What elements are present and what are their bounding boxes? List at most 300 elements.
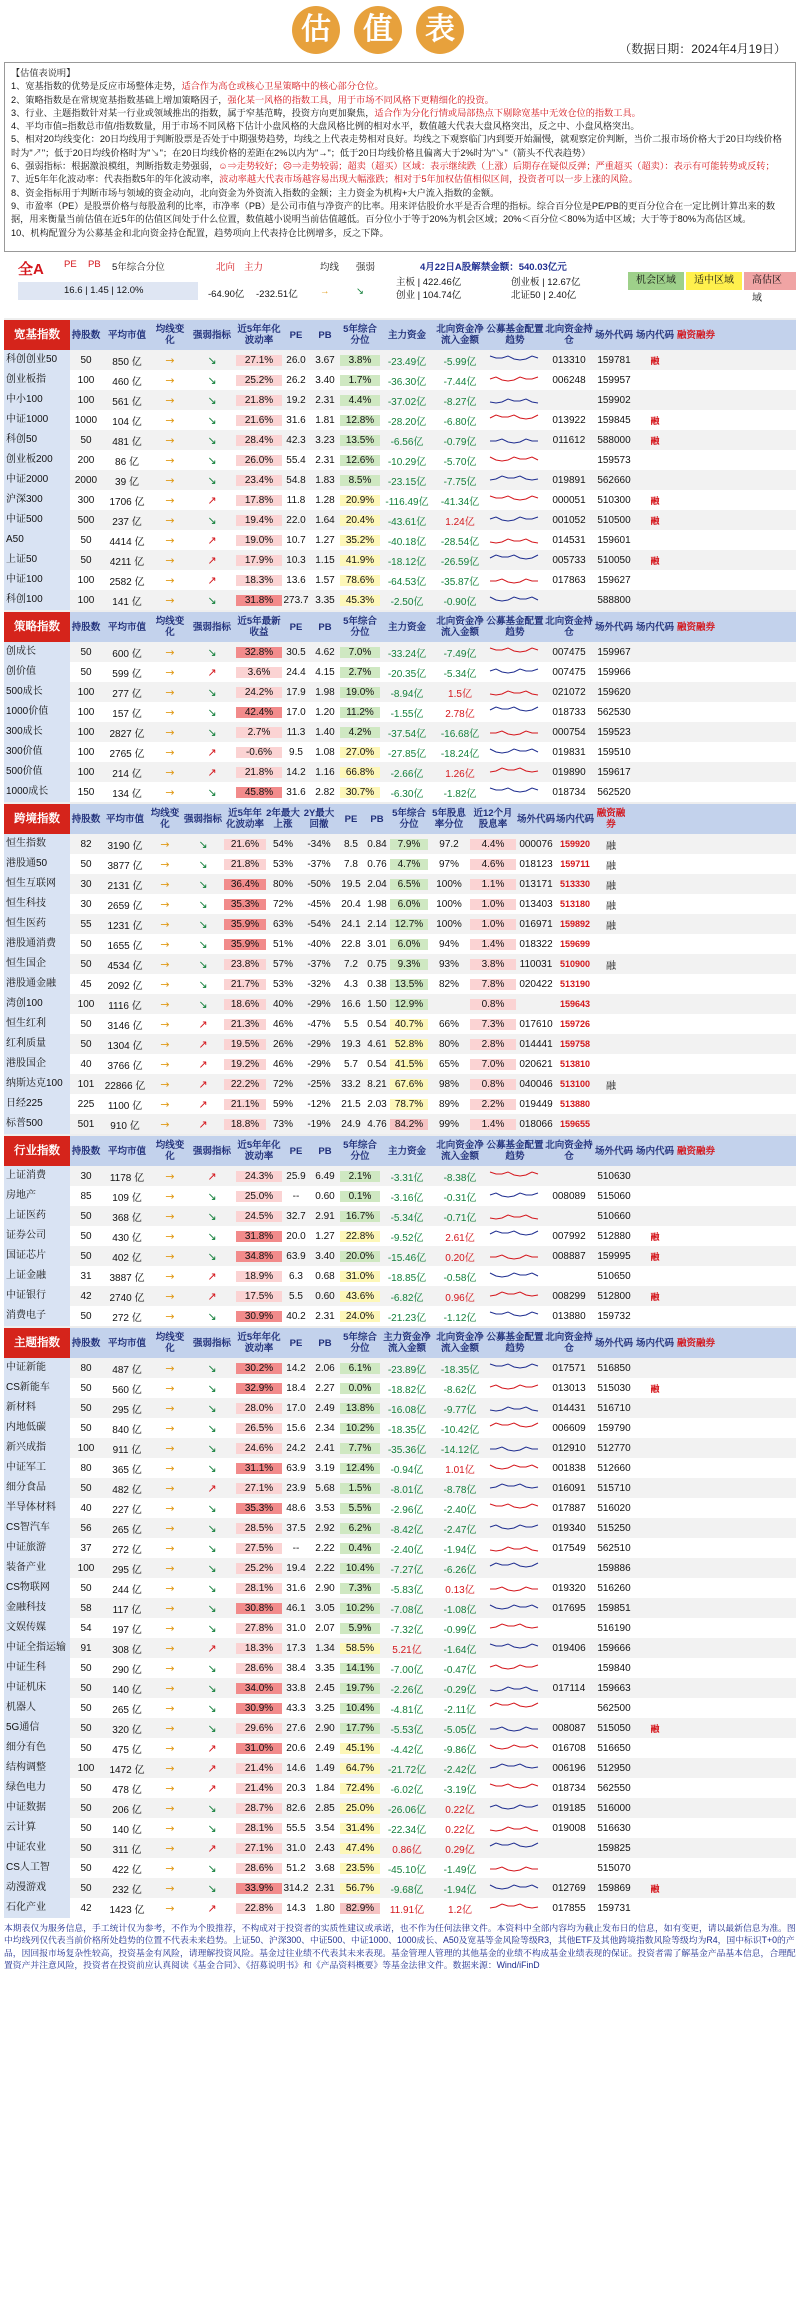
- col-header: 北向资金净流入金额: [436, 616, 484, 638]
- pe-value: 16.6: [64, 285, 83, 296]
- cell: 31: [80, 1270, 92, 1282]
- sparkline-icon: [488, 782, 542, 800]
- cell: -0.71亿: [443, 1212, 477, 1224]
- cell: -18.35亿: [387, 1424, 427, 1436]
- cell: 63.9: [286, 1250, 306, 1262]
- cell: 3.40: [315, 374, 335, 386]
- cell: 562510: [597, 1542, 631, 1554]
- cell: 20.9%: [340, 495, 380, 506]
- margin-badge: 513880: [559, 1099, 591, 1109]
- cell: 40: [80, 1502, 92, 1514]
- cell: 8.5%: [340, 475, 380, 486]
- ma-arrow-icon: →: [165, 1801, 175, 1815]
- market-label: 全A: [18, 261, 44, 278]
- sparkline-icon: [488, 1458, 542, 1476]
- cell: 27.1%: [236, 1843, 282, 1854]
- cell: 100: [77, 686, 95, 698]
- table-row: [4, 490, 796, 510]
- cell: 24.3%: [236, 1171, 282, 1182]
- cell: 50: [80, 1382, 92, 1394]
- cell: -54%: [307, 918, 331, 930]
- cell: 31.6: [286, 1582, 306, 1594]
- fund-trend-sparkline: [486, 1578, 544, 1598]
- cell: 18.8%: [224, 1119, 266, 1130]
- col-header: 5年综合分位: [343, 1140, 377, 1162]
- north-value: -64.90亿: [208, 289, 245, 300]
- cell: 1.28: [315, 494, 335, 506]
- col-header: 场外代码: [594, 329, 633, 341]
- cell: 516000: [597, 1802, 631, 1814]
- col-header: 北向资金净流入金额: [436, 1332, 484, 1354]
- table-row: [4, 1498, 796, 1518]
- cell: -8.27亿: [443, 396, 477, 408]
- col-header: 北向资金持仓: [545, 324, 593, 346]
- note-text: 6、强弱指标：根据激浪模组，判断指数走势强弱，: [11, 161, 219, 172]
- col-header: 强弱指标: [183, 813, 222, 825]
- cell: 4534 亿: [107, 960, 143, 972]
- col-header: 融资融券: [596, 808, 626, 830]
- cell: 50: [80, 1782, 92, 1794]
- ma-arrow-icon: →: [160, 937, 170, 951]
- cell: 31.8%: [236, 595, 282, 606]
- cell: 46.1: [286, 1602, 306, 1614]
- table-row: [4, 1034, 796, 1054]
- cell: 27.0%: [340, 747, 380, 758]
- cell: 50: [80, 1310, 92, 1322]
- table-row: [4, 1698, 796, 1718]
- cell: 008887: [552, 1250, 586, 1262]
- strength-arrow-icon: ↘: [207, 1541, 217, 1555]
- col-header: 5年综合分位: [343, 1332, 377, 1354]
- fund-trend-sparkline: [486, 1306, 544, 1326]
- cell: 30: [80, 878, 92, 890]
- ma-arrow-icon: →: [165, 1881, 175, 1895]
- cell: 159869: [597, 1882, 631, 1894]
- cell: -21.72亿: [387, 1764, 427, 1776]
- strength-arrow-icon: ↘: [207, 1721, 217, 1735]
- cell: -3.16亿: [390, 1192, 424, 1204]
- percentile-label: 5年综合分位: [112, 262, 165, 273]
- cell: 018734: [552, 1782, 586, 1794]
- cell: 19.2: [286, 394, 306, 406]
- fund-trend-sparkline: [486, 1558, 544, 1578]
- cell: -35.87亿: [440, 576, 480, 588]
- fund-trend-sparkline: [486, 722, 544, 742]
- cell: -28.20亿: [387, 416, 427, 428]
- ma-arrow-icon: →: [165, 1381, 175, 1395]
- strength-arrow-icon: ↘: [207, 593, 217, 607]
- ma-arrow-icon: →: [165, 1761, 175, 1775]
- cell: 50: [80, 1230, 92, 1242]
- index-name: 港股通金融: [4, 974, 70, 994]
- sparkline-icon: [488, 1798, 542, 1816]
- cell: 1.01亿: [445, 1464, 475, 1476]
- index-name: 装备产业: [4, 1558, 70, 1578]
- cell: 1000: [74, 414, 98, 426]
- fund-trend-sparkline: [486, 1518, 544, 1538]
- fund-trend-sparkline: [486, 762, 544, 782]
- cell: -0.31亿: [443, 1192, 477, 1204]
- pb-label: PB: [88, 259, 101, 270]
- strength-arrow-icon: ↗: [207, 533, 217, 547]
- fund-trend-sparkline: [486, 490, 544, 510]
- index-name: 国证芯片: [4, 1246, 70, 1266]
- cell: --: [292, 1542, 300, 1554]
- cell: 020621: [519, 1058, 553, 1070]
- fund-trend-sparkline: [486, 1818, 544, 1838]
- index-name: 细分有色: [4, 1738, 70, 1758]
- ma-arrow-icon: →: [165, 1861, 175, 1875]
- cell: 融: [606, 880, 616, 892]
- strength-arrow-icon: ↗: [207, 1641, 217, 1655]
- title-char-2: 值: [354, 6, 402, 54]
- cell: 0.20亿: [445, 1252, 475, 1264]
- cell: 159966: [597, 666, 631, 678]
- cell: 0.8%: [470, 1079, 516, 1090]
- cell: 008299: [552, 1290, 586, 1302]
- cell: 7.0%: [340, 647, 380, 658]
- index-name: 房地产: [4, 1186, 70, 1206]
- cell: 56.7%: [340, 1883, 380, 1894]
- col-header: 强弱指标: [192, 1337, 231, 1349]
- cell: 26.0%: [236, 455, 282, 466]
- cell: 28.0%: [236, 1403, 282, 1414]
- cell: 66.8%: [340, 767, 380, 778]
- table-row: [4, 510, 796, 530]
- notes-lines: [11, 80, 789, 240]
- cell: 159886: [597, 1562, 631, 1574]
- cell: 560 亿: [112, 1384, 142, 1396]
- cell: 15.6: [286, 1422, 306, 1434]
- cell: 017863: [552, 574, 586, 586]
- cell: 50: [80, 1822, 92, 1834]
- cell: 1116 亿: [108, 1000, 142, 1012]
- index-name: 中证全指运输: [4, 1638, 70, 1658]
- cell: 1423 亿: [109, 1904, 145, 1916]
- index-name: 纳斯达克100: [4, 1074, 70, 1094]
- cell: 2.31: [315, 394, 335, 406]
- cell: 013922: [552, 414, 586, 426]
- strength-arrow-icon: ↘: [207, 1561, 217, 1575]
- index-name: 沪深300: [4, 490, 70, 510]
- cell: -6.82亿: [390, 1292, 424, 1304]
- section-0: [4, 318, 796, 610]
- margin-badge: 融: [650, 1383, 660, 1394]
- cell: 1.27: [315, 534, 335, 546]
- cell: 016091: [552, 1482, 586, 1494]
- cell: 30.7%: [340, 787, 380, 798]
- cell: 017114: [552, 1682, 586, 1694]
- cell: 36.4%: [224, 879, 266, 890]
- cell: 3.23: [315, 434, 335, 446]
- cell: 314.2: [283, 1882, 309, 1894]
- cell: 10.4%: [340, 1563, 380, 1574]
- cell: 2765 亿: [109, 748, 145, 760]
- cell: 45: [80, 978, 92, 990]
- col-header: 近12个月股息率: [473, 808, 513, 830]
- strength-arrow-icon: ↘: [207, 685, 217, 699]
- cell: 0.84: [367, 838, 387, 850]
- cell: 6.5%: [390, 879, 428, 890]
- fund-trend-sparkline: [486, 1378, 544, 1398]
- cell: 19.4%: [236, 515, 282, 526]
- cell: 2.41: [315, 1442, 335, 1454]
- margin-badge: 融: [650, 415, 660, 426]
- cell: 1.20: [315, 706, 335, 718]
- cell: 007475: [552, 666, 586, 678]
- cell: 54.8: [286, 474, 306, 486]
- cell: -6.26亿: [443, 1564, 477, 1576]
- col-header: 持股数: [71, 813, 101, 825]
- cell: 67.6%: [390, 1079, 428, 1090]
- cell: 3877 亿: [107, 860, 143, 872]
- sparkline-icon: [488, 1618, 542, 1636]
- cell: 22866 亿: [104, 1080, 146, 1092]
- index-name: 中证100: [4, 570, 70, 590]
- table-row: [4, 450, 796, 470]
- cell: 3.6%: [236, 667, 282, 678]
- cell: 31.0: [286, 1842, 306, 1854]
- cell: -10.42亿: [440, 1424, 480, 1436]
- margin-badge: 融: [650, 355, 660, 366]
- cell: 40.7%: [390, 1019, 428, 1030]
- cell: 159840: [597, 1662, 631, 1674]
- cell: 006248: [552, 374, 586, 386]
- col-header: 均线变化: [150, 808, 180, 830]
- cell: 73%: [272, 1118, 293, 1130]
- cell: 28.1%: [236, 1583, 282, 1594]
- cell: 4211 亿: [109, 556, 145, 568]
- col-header: 场内代码: [635, 329, 674, 341]
- fund-trend-sparkline: [486, 410, 544, 430]
- col-header: 均线变化: [155, 616, 185, 638]
- cell: -7.08亿: [390, 1604, 424, 1616]
- index-name: 恒生红利: [4, 1014, 70, 1034]
- col-header: 融资融券: [676, 329, 715, 341]
- table-row: [4, 1798, 796, 1818]
- strength-arrow-icon: ↘: [207, 1461, 217, 1475]
- margin-badge: 159726: [559, 1019, 591, 1029]
- strength-arrow-icon: ↘: [207, 1621, 217, 1635]
- table-row: [4, 934, 796, 954]
- cell: 28.5%: [236, 1523, 282, 1534]
- cell: -18.12亿: [387, 556, 427, 568]
- index-name: 中证2000: [4, 470, 70, 490]
- note-line: [11, 80, 789, 93]
- cell: 11.2%: [340, 707, 380, 718]
- ma-arrow-icon: →: [165, 1701, 175, 1715]
- cell: 100: [77, 706, 95, 718]
- col-header: 平均市值: [105, 813, 144, 825]
- ma-arrow-icon: →: [165, 1461, 175, 1475]
- fund-trend-sparkline: [486, 590, 544, 610]
- ma-arrow-icon: →: [165, 1289, 175, 1303]
- note-line: [11, 227, 789, 240]
- cell: 159731: [597, 1902, 631, 1914]
- cell: 24.5%: [236, 1211, 282, 1222]
- table-row: [4, 662, 796, 682]
- ma-arrow-icon: →: [165, 1309, 175, 1323]
- index-name: 文娱传媒: [4, 1618, 70, 1638]
- cell: 50: [80, 1842, 92, 1854]
- cell: -5.83亿: [390, 1584, 424, 1596]
- table-row: [4, 1598, 796, 1618]
- strength-arrow-icon: ↗: [207, 1289, 217, 1303]
- margin-badge: 159655: [559, 1119, 591, 1129]
- cell: 4.4%: [470, 839, 516, 850]
- cell: 4.4%: [340, 395, 380, 406]
- strength-arrow-icon: ↗: [207, 1481, 217, 1495]
- cell: 1.34: [315, 1642, 335, 1654]
- cell: 515050: [597, 1722, 631, 1734]
- cell: 86 亿: [115, 456, 139, 468]
- cell: 5.7: [344, 1058, 358, 1070]
- cell: 13.8%: [340, 1403, 380, 1414]
- table-row: [4, 530, 796, 550]
- cell: 1.64: [315, 514, 335, 526]
- ma-arrow-icon: →: [165, 493, 175, 507]
- index-name: 中证新能: [4, 1358, 70, 1378]
- cell: 515710: [597, 1482, 631, 1494]
- cell: 4.61: [367, 1038, 387, 1050]
- cell: 019320: [552, 1582, 586, 1594]
- strength-arrow-icon: ↘: [207, 1361, 217, 1375]
- table-row: [4, 1186, 796, 1206]
- cell: -1.64亿: [443, 1644, 477, 1656]
- cell: 100: [77, 394, 95, 406]
- cell: 1655 亿: [107, 940, 143, 952]
- sparkline-icon: [488, 1186, 542, 1204]
- cell: 512950: [597, 1762, 631, 1774]
- section-name: 主题指数: [4, 1328, 70, 1358]
- cell: -35.36亿: [387, 1444, 427, 1456]
- cell: -0.94亿: [390, 1464, 424, 1476]
- cell: 17.8%: [236, 495, 282, 506]
- strength-arrow-icon: ↗: [207, 1841, 217, 1855]
- cell: 39 亿: [115, 476, 139, 488]
- cell: 100: [77, 1562, 95, 1574]
- sparkline-icon: [488, 762, 542, 780]
- cell: 3.40: [315, 1250, 335, 1262]
- cell: 41.5%: [390, 1059, 428, 1070]
- cell: 2.49: [315, 1402, 335, 1414]
- table-row: [4, 762, 796, 782]
- cell: 200: [77, 454, 95, 466]
- cell: 50: [80, 1402, 92, 1414]
- cell: 78.6%: [340, 575, 380, 586]
- cell: 561 亿: [112, 396, 142, 408]
- col-header: 5年综合分位: [343, 324, 377, 346]
- index-name: 新兴成指: [4, 1438, 70, 1458]
- cell: 93%: [438, 958, 459, 970]
- cell: 14.2: [286, 1362, 306, 1374]
- cell: 017695: [552, 1602, 586, 1614]
- cell: 014441: [519, 1038, 553, 1050]
- table-row: [4, 1898, 796, 1918]
- strength-arrow-icon: ↗: [198, 1057, 208, 1071]
- cell: 31.6: [286, 414, 306, 426]
- strength-arrow-icon: ↗: [207, 1169, 217, 1183]
- table-row: [4, 894, 796, 914]
- ma-arrow-icon: →: [320, 286, 330, 297]
- cell: 5.5: [289, 1290, 303, 1302]
- cell: 225: [77, 1098, 95, 1110]
- cell: 272 亿: [112, 1312, 142, 1324]
- strength-arrow-icon: ↘: [207, 373, 217, 387]
- strength-arrow-icon: ↘: [207, 1661, 217, 1675]
- col-header: 2Y最大回撤: [303, 808, 335, 830]
- section-name: 宽基指数: [4, 320, 70, 350]
- cell: -1.82亿: [443, 788, 477, 800]
- data-date: （数据日期：2024年4月19日）: [619, 42, 786, 56]
- cell: 55.4: [286, 454, 306, 466]
- note-line: [11, 173, 789, 186]
- margin-badge: 159892: [559, 919, 591, 929]
- ma-arrow-icon: →: [160, 1017, 170, 1031]
- cell: 500: [77, 514, 95, 526]
- table-row: [4, 782, 796, 802]
- cell: 33.9%: [236, 1883, 282, 1894]
- ma-label: 均线: [320, 262, 340, 273]
- col-header: 近5年年化波动率: [237, 1140, 281, 1162]
- cell: 融: [606, 920, 616, 932]
- cell: 18.9%: [236, 1271, 282, 1282]
- cell: 159851: [597, 1602, 631, 1614]
- cell: 2.03: [367, 1098, 387, 1110]
- margin-badge: 513190: [559, 979, 591, 989]
- cell: 0.96亿: [445, 1292, 475, 1304]
- cell: 31.6: [286, 786, 306, 798]
- cell: 26.2: [286, 374, 306, 386]
- ma-arrow-icon: →: [165, 1661, 175, 1675]
- cell: 3.35: [315, 1662, 335, 1674]
- cell: 3.01: [367, 938, 387, 950]
- cell: 7.3%: [470, 1019, 516, 1030]
- fund-trend-sparkline: [486, 1478, 544, 1498]
- sparkline-icon: [488, 510, 542, 528]
- table-row: [4, 1206, 796, 1226]
- index-name: 中证生科: [4, 1658, 70, 1678]
- strength-arrow-icon: ↘: [207, 1309, 217, 1323]
- cell: 562520: [597, 786, 631, 798]
- cell: 50: [80, 1802, 92, 1814]
- col-header: 强弱指标: [192, 621, 231, 633]
- table-row: [4, 1758, 796, 1778]
- cell: -7.44亿: [443, 376, 477, 388]
- cell: 21.1%: [224, 1099, 266, 1110]
- section-name: 行业指数: [4, 1136, 70, 1166]
- cell: 005733: [552, 554, 586, 566]
- ma-arrow-icon: →: [165, 553, 175, 567]
- cell: 516020: [597, 1502, 631, 1514]
- note-highlight: ☺⇒走势较好；☹⇒走势较弱；超卖（超买）区域：表示继续跌（上涨）后期存在疑似反弹；严重超买（超卖）：表示有可能转势或反转；: [218, 161, 775, 172]
- cell: 31.4%: [340, 1823, 380, 1834]
- header: [0, 0, 800, 62]
- table-row: [4, 1718, 796, 1738]
- cell: 214 亿: [112, 768, 142, 780]
- cell: 311 亿: [112, 1844, 142, 1856]
- cell: 100: [77, 1442, 95, 1454]
- strength-arrow-icon: ↘: [198, 897, 208, 911]
- cell: 100: [77, 374, 95, 386]
- ma-arrow-icon: →: [165, 513, 175, 527]
- cell: 9.3%: [390, 959, 428, 970]
- cell: 5.5: [344, 1018, 358, 1030]
- cell: 21.4%: [236, 1763, 282, 1774]
- strength-arrow-icon: ↘: [207, 393, 217, 407]
- table-row: [4, 590, 796, 610]
- margin-badge: 融: [650, 515, 660, 526]
